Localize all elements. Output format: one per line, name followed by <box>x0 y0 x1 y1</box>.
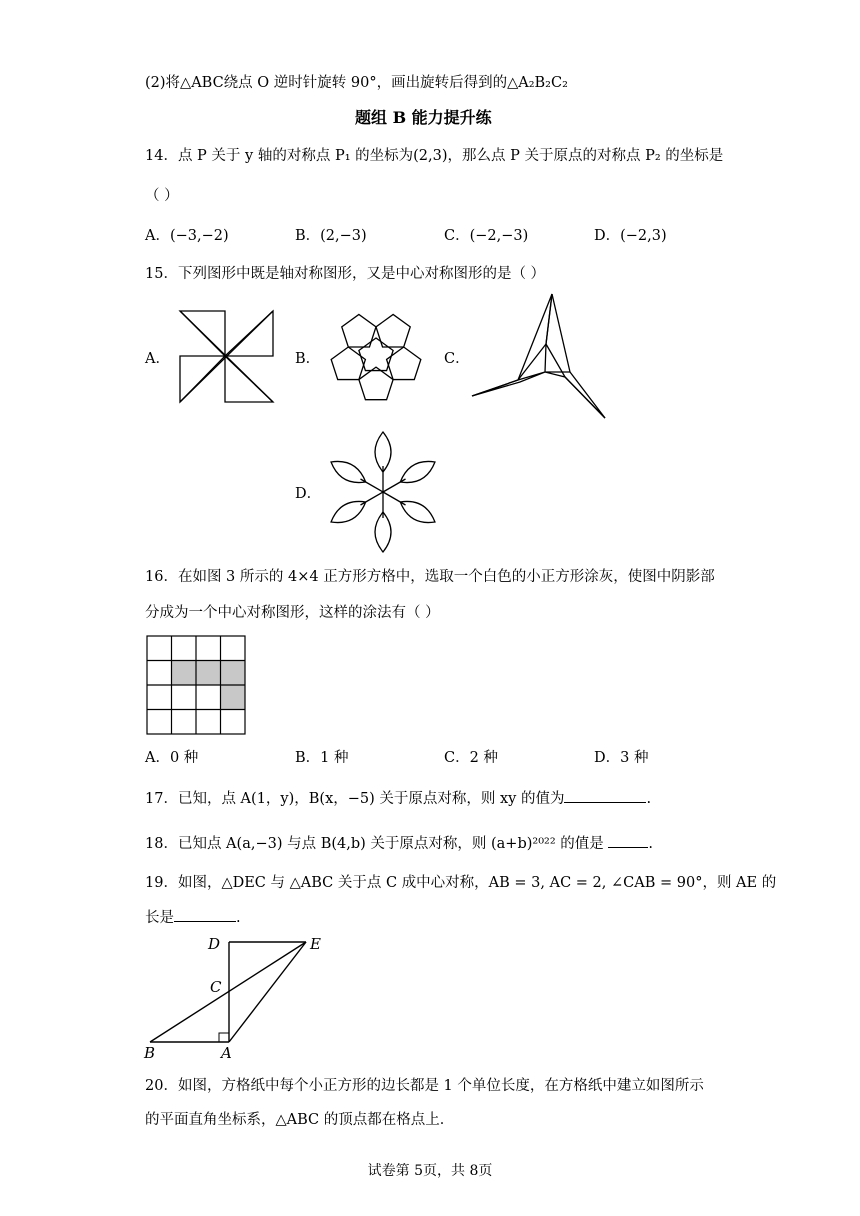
leaf <box>379 455 439 499</box>
q17-answer-blank[interactable] <box>564 788 646 803</box>
q14-stem-line1: 14．点 P 关于 y 轴的对称点 P₁ 的坐标为(2,3)，那么点 P 关于原点的对称点 P₂ 的坐标是 <box>145 148 724 164</box>
q18-text: 18．已知点 A(a,−3) 与点 B(4,b) 关于原点对称，则 (a+b)²⁰²² 的值是 <box>145 836 604 852</box>
q15-option-a: A． <box>145 351 170 367</box>
q16-option-c: C．2 种 <box>444 750 498 766</box>
q14-option-c: C．(−2,−3) <box>444 228 529 244</box>
q14-option-b: B．(2,−3) <box>295 228 367 244</box>
grid-4x4-figure <box>147 636 245 734</box>
pentagon-outer <box>387 347 421 380</box>
leaf-stem <box>360 492 383 505</box>
label-d: D <box>208 935 221 953</box>
page-footer: 试卷第 5页，共 8页 <box>367 1163 493 1179</box>
q17-line <box>145 788 651 809</box>
q16-stem-line1: 16．在如图 3 所示的 4×4 正方形方格中，选取一个白色的小正方形涂灰，使图中阴影部 <box>145 569 715 585</box>
q15-option-c: C． <box>444 351 470 367</box>
q20-line2: 的平面直角坐标系，△ABC 的顶点都在格点上． <box>145 1112 455 1128</box>
label-e: E <box>310 935 321 953</box>
three-prong-figure <box>470 292 610 422</box>
q19-line2 <box>145 907 241 928</box>
leaf-blade <box>327 495 370 529</box>
leaf-stem <box>383 479 406 492</box>
q14-stem-line2: （ ） <box>145 188 179 204</box>
leaf-blade <box>396 495 439 529</box>
q14-option-d: D．(−2,3) <box>594 228 667 244</box>
q18-line <box>145 833 653 854</box>
leaf-blade <box>327 455 370 489</box>
leaf-stem <box>383 492 406 505</box>
section-title: 题组 B 能力提升练 <box>355 108 492 127</box>
q19-text: 长是 <box>145 910 174 926</box>
pentagon-outer <box>331 347 365 380</box>
label-c: C <box>210 978 222 996</box>
q16-stem-line2: 分成为一个中心对称图形，这样的涂法有（ ） <box>145 605 440 621</box>
q16-option-b: B．1 种 <box>295 750 349 766</box>
q19-end: . <box>236 910 241 926</box>
q17-end: . <box>646 791 652 807</box>
six-leaf-flower-figure <box>325 428 445 558</box>
leaf <box>375 492 391 552</box>
label-b: B <box>144 1044 156 1062</box>
q18-end: . <box>648 836 653 852</box>
q17-text: 17．已知，点 A(1，y)，B(x，−5) 关于原点对称，则 xy 的值为 <box>145 791 565 807</box>
pentagon-cluster-figure <box>320 298 432 410</box>
leaf <box>375 432 391 492</box>
leaf-blade <box>396 455 439 489</box>
leaf <box>327 455 387 499</box>
q15-stem: 15．下列图形中既是轴对称图形，又是中心对称图形的是（ ） <box>145 266 546 282</box>
q15-option-b: B． <box>295 351 321 367</box>
leaf <box>327 485 387 529</box>
pentagon-outer <box>359 367 393 400</box>
leaf <box>379 485 439 529</box>
q18-answer-blank[interactable] <box>608 833 648 848</box>
pentagon-outer <box>376 314 410 347</box>
q16-option-d: D．3 种 <box>594 750 649 766</box>
q19-line1: 19．如图，△DEC 与 △ABC 关于点 C 成中心对称，AB = 3, AC = 2, ∠CAB = 90°，则 AE 的 <box>145 875 777 891</box>
q19-answer-blank[interactable] <box>174 907 236 922</box>
leaf-stem <box>360 479 383 492</box>
q13-part2: (2)将△ABC绕点 O 逆时针旋转 90°，画出旋转后得到的△A₂B₂C₂ <box>145 75 568 91</box>
triangle-symmetry-figure <box>140 932 330 1062</box>
q16-option-a: A．0 种 <box>145 750 199 766</box>
q15-option-d: D． <box>295 486 322 502</box>
pentagon-outer <box>342 314 376 347</box>
label-a: A <box>221 1044 232 1062</box>
q14-option-a: A．(−3,−2) <box>145 228 229 244</box>
q20-line1: 20．如图，方格纸中每个小正方形的边长都是 1 个单位长度，在方格纸中建立如图所示 <box>145 1078 704 1094</box>
pinwheel-figure <box>175 308 280 408</box>
